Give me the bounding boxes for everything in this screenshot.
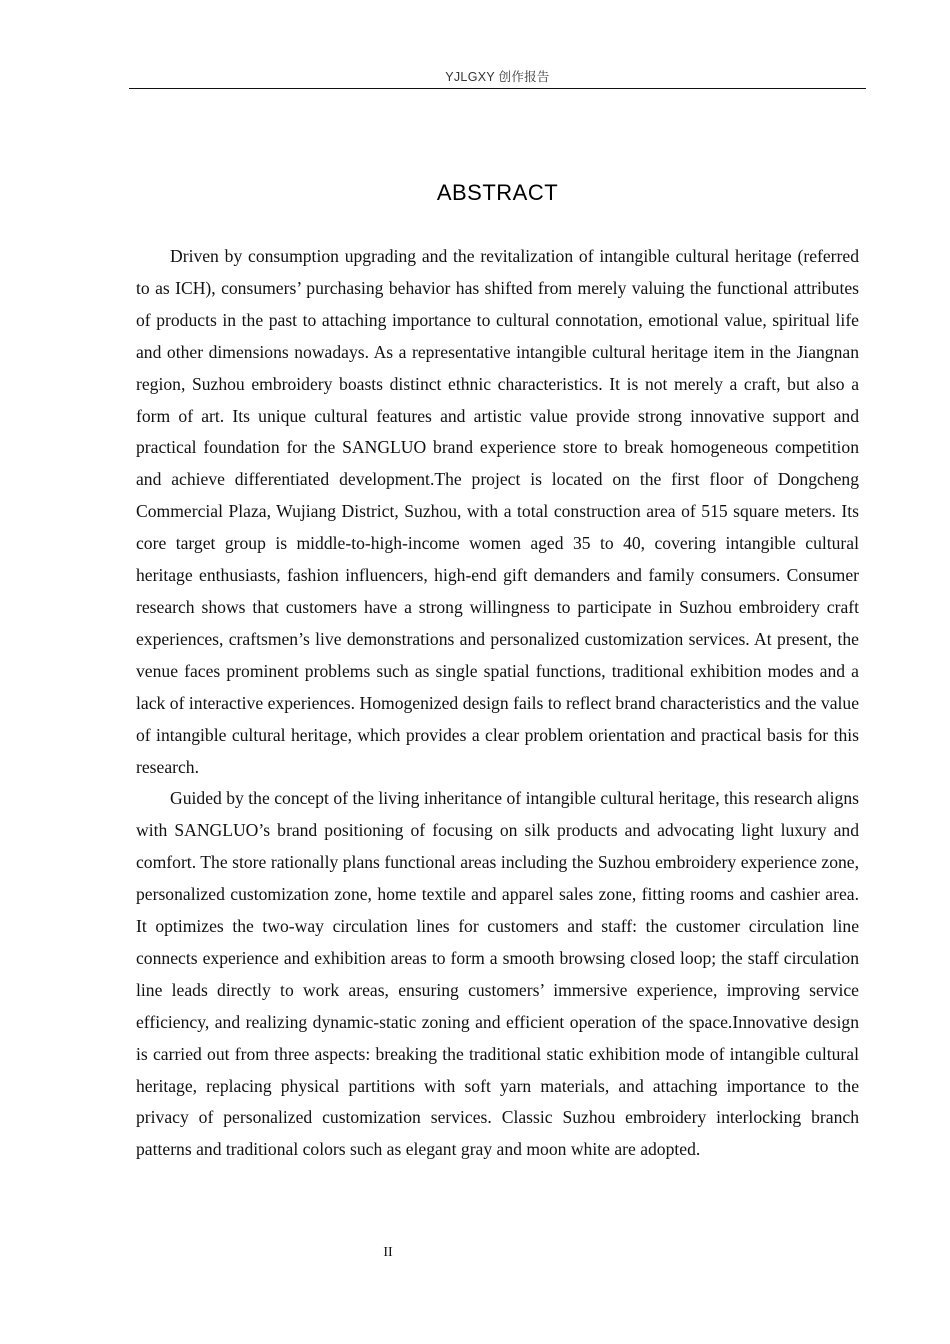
abstract-paragraph-2: Guided by the concept of the living inheritance of intangible cultural heritage, this research aligns with SANGLUO’s brand positioning of focusing on silk products and advocating light luxury and comfort. The store rationally plans functional areas including the Suzhou embroidery experience zone, personalized customization zone, home textile and apparel sales zone, fitting rooms and cashier area. It optimizes the two-way circulation lines for customers and staff: the customer circulation line connects experience and exhibition areas to form a smooth browsing closed loop; the staff circulation line leads directly to work areas, ensuring customers’ immersive experience, improving service efficiency, and realizing dynamic-static zoning and efficient operation of the space.Innovative design is carried out from three aspects: breaking the traditional static exhibition mode of intangible cultural heritage, replacing physical partitions with soft yarn materials, and attaching importance to the privacy of personalized customization services. Classic Suzhou embroidery interlocking branch patterns and traditional colors such as elegant gray and moon white are adopted. (136, 788, 859, 1160)
abstract-title: ABSTRACT (436, 180, 559, 205)
running-header (129, 68, 866, 89)
abstract-paragraph-1: Driven by consumption upgrading and the revitalization of intangible cultural heritage (referred to as ICH), consumers’ purchasing behavior has shifted from merely valuing the functional attributes of products in the past to attaching importance to cultural connotation, emotional value, spiritual life and other dimensions nowadays. As a representative intangible cultural heritage item in the Jiangnan region, Suzhou embroidery boasts distinct ethnic characteristics. It is not merely a craft, but also a form of art. Its unique cultural features and artistic value provide strong innovative support and practical foundation for the SANGLUO brand experience store to break homogeneous competition and achieve differentiated development.The project is located on the first floor of Dongcheng Commercial Plaza, Wujiang District, Suzhou, with a total construction area of 515 square meters. Its core target group is middle-to-high-income women aged 35 to 40, covering intangible cultural heritage enthusiasts, fashion influencers, high-end gift demanders and family consumers. Consumer research shows that customers have a strong willingness to participate in Suzhou embroidery craft experiences, craftsmen’s live demonstrations and personalized customization services. At present, the venue faces prominent problems such as single spatial functions, traditional exhibition modes and a lack of interactive experiences. Homogenized design fails to reflect brand characteristics and the value of intangible cultural heritage, which provides a clear problem orientation and practical basis for this research. (136, 246, 859, 777)
header-text: YJLGXY 创作报告 (445, 70, 550, 84)
abstract-body (136, 241, 859, 1166)
page-number: II (383, 1245, 393, 1260)
